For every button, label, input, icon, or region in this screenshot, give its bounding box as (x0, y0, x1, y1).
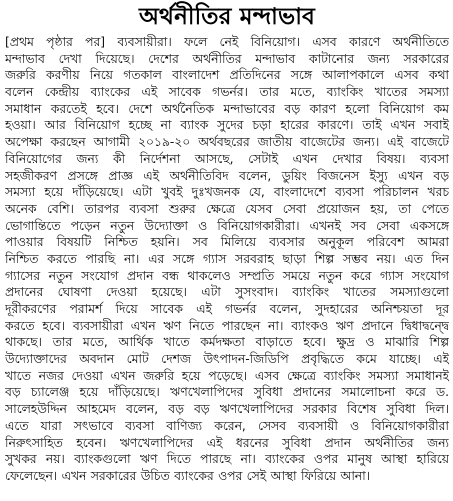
article-body-line: সমাধান করতেই হবে। দেশে অর্থনৈতিক মন্দাভাবের বড় কারণ হলো বিনিয়োগ কম (5, 101, 449, 116)
article-body-line: বড় চ্যালেঞ্জ হয়ে দাঁড়িয়েছে। ঋণখেলাপিদের সুবিধা প্রদানের সমালোচনা করে ড. (5, 385, 449, 400)
article-body-line: সালেহউদ্দিন আহমেদ বলেন, বড় বড় ঋণখেলাপিদের সরকার বিশেষ সুবিধা দিল। (5, 402, 449, 417)
article-body-line: সহজীকরণ প্রসঙ্গে প্রাজ্ঞ এই অর্থনীতিবিদ বলেন, ডুয়িং বিজনেস ইস্যু এখন বড় (5, 168, 449, 183)
article-body-line: বলেন কেন্দ্রীয় ব্যাংকের এই সাবেক গভর্নর। তার মতে, ব্যাংকিং খাতের সমস্যা (5, 85, 449, 100)
article-body-line: পাওয়ার বিষয়টি নিশ্চিত হয়নি। সব মিলিয়ে ব্যবসার অনুকূল পরিবেশ আমরা (5, 235, 449, 250)
article-headline: অর্থনীতির মন্দাভাব (138, 3, 316, 30)
article-body-line: থাকছে। তার মতে, আর্থিক খাতে কর্মদক্ষতা বাড়াতে হবে। ক্ষুদ্র ও মাঝারি শিল্প (5, 335, 449, 350)
article-body-line: এতে যারা সৎভাবে ব্যবসা বাণিজ্য করেন, সেসব ব্যবসায়ী ও বিনিয়োগকারীরা (5, 418, 449, 433)
article-body-line: প্রদানের ঘোষণা দেওয়া হয়েছে। এটা সুসংবাদ। ব্যাংকিং খাতের সমস্যাগুলো (5, 285, 449, 300)
article-body-line: ভোগান্তিতে পড়েন নতুন উদ্যোক্তা ও বিনিয়োগকারীরা। এখনই সব সেবা একসঙ্গে (5, 218, 449, 233)
article-body (5, 34, 449, 485)
article-body-line: মন্দাভাব দেখা দিয়েছে। দেশের অর্থনীতির মন্দাভাব কাটানোর জন্য সরকারের (5, 51, 449, 66)
article-body-line: ফেলেছেন। এখন সরকারের উচিত ব্যাংকের ওপর সেই আস্থা ফিরিয়ে আনা। (5, 468, 371, 483)
article-body-line: দূরীকরণের পরামর্শ দিয়ে সাবেক এই গভর্নর বলেন, সুদহারের অনিশ্চয়তা দূর (5, 302, 449, 316)
article-body-line: করতে হবে। ব্যবসায়ীরা এখন ঋণ নিতে পারছেন না। ব্যাংকও ঋণ প্রদানে দ্বিধাদ্বন্দ্বে (5, 318, 449, 333)
article-body-line: অনেক বেশি। তারপর ব্যবসা শুরুর ক্ষেত্রে যেসব সেবা প্রয়োজন হয়, তা পেতে (5, 201, 449, 216)
article-body-line: জরুরি করণীয় নিয়ে গতকাল বাংলাদেশ প্রতিদিনের সঙ্গে আলাপকালে এসব কথা (5, 68, 449, 83)
article-body-line: সুখকর নয়। ব্যাংকগুলো ঋণ দিতে পারছে না। ব্যাংকের ওপর মানুষ আস্থা হারিয়ে (5, 452, 449, 467)
article-body-line: উদ্যোক্তাদের অবদান মোট দেশজ উৎপাদন-জিডিপি প্রবৃদ্ধিতে কমে যাচ্ছে। এই (5, 352, 449, 367)
article-body-line: হওয়া। আর বিনিয়োগ হচ্ছে না ব্যাংক সুদের চড়া হারের কারণে। তাই এখন সবাই (5, 118, 449, 133)
article-body-line: নিরুৎসাহিত হবেন। ঋণখেলাপিদের এই ধরনের সুবিধা প্রদান অর্থনীতির জন্য (5, 435, 449, 450)
article-body-line: সমস্যা হয়ে দাঁড়িয়েছে। এটা খুবই দুঃখজনক যে, বাংলাদেশে ব্যবসা পরিচালন খরচ (5, 185, 449, 200)
article-body-line: খাতে নজর দেওয়া এখন জরুরি হয়ে পড়েছে। এসব ক্ষেত্রে ব্যাংকিং সমস্যা সমাধানই (5, 368, 449, 383)
article-body-line: গ্যাসের নতুন সংযোগ প্রদান বন্ধ থাকলেও সম্প্রতি সময়ে নতুন করে গ্যাস সংযোগ (5, 268, 449, 283)
article-body-line: অপেক্ষা করছেন আগামী ২০১৯-২০ অর্থবছরের জাতীয় বাজেটের জন্য। এই বাজেটে (5, 135, 449, 150)
article-body-line: নিশ্চিত করতে পারছি না। এর সঙ্গে গ্যাস সরবরাহ ছাড়া শিল্প সম্ভব নয়। এত দিন (5, 251, 449, 266)
article-body-line: বিনিয়োগের জন্য কী নির্দেশনা আসছে, সেটাই এখন দেখার বিষয়। ব্যবসা (5, 151, 449, 166)
article-body-line: [প্রথম পৃষ্ঠার পর] ব্যবসায়ীরা। ফলে নেই বিনিয়োগ। এসব কারণে অর্থনীতিতে (5, 35, 449, 49)
